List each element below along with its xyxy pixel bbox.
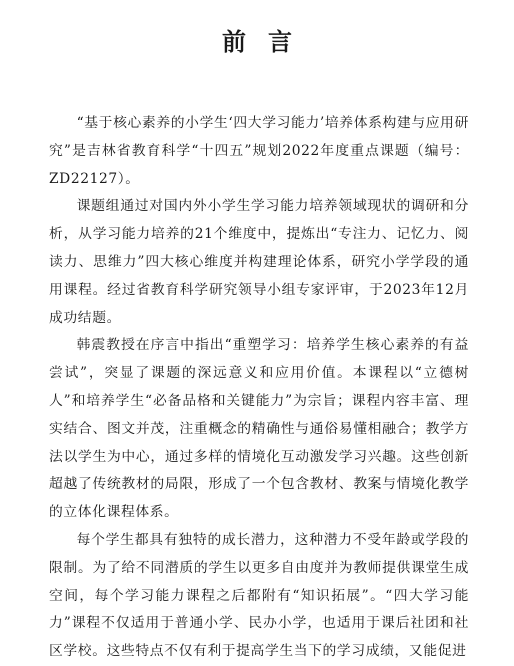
body-text [49, 110, 469, 666]
page-title: 前言 [222, 27, 314, 56]
paragraph-1: “基于核心素养的小学生‘四大学习能力’培养体系构建与应用研究”是吉林省教育科学“十四五”规划2022年度重点课题（编号：ZD22127）。 [49, 115, 469, 187]
paragraph-2: 课题组通过对国内外小学生学习能力培养领域现状的调研和分析，从学习能力培养的21个维度中，提炼出“专注力、记忆力、阅读力、思维力”四大核心维度并构建理论体系，研究小学学段的通用课程。经过省教育科学研究领导小组专家评审，于2023年12月成功结题。 [49, 198, 469, 326]
paragraph-4: 每个学生都具有独特的成长潜力，这种潜力不受年龄或学段的限制。为了给不同潜质的学生以更多自由度并为教师提供课堂生成空间，每个学习能力课程之后都附有“知识拓展”。“四大学习能力”课程不仅适用于普通小学、民办小学，也适用于课后社团和社区学校。这些特点不仅有利于提高学生当下的学习成绩，又能促进 [49, 531, 469, 660]
paragraph-3: 韩震教授在序言中指出“重塑学习：培养学生核心素养的有益尝试”，突显了课题的深远意义和应用价值。本课程以“立德树人”和培养学生“必备品格和关键能力”为宗旨；课程内容丰富、理实结合、图文并茂，注重概念的精确性与通俗易懂相融合；教学方法以学生为中心，通过多样的情境化互动激发学习兴趣。这些创新超越了传统教材的局限，形成了一个包含教材、教案与情境化教学的立体化课程体系。 [49, 337, 469, 521]
